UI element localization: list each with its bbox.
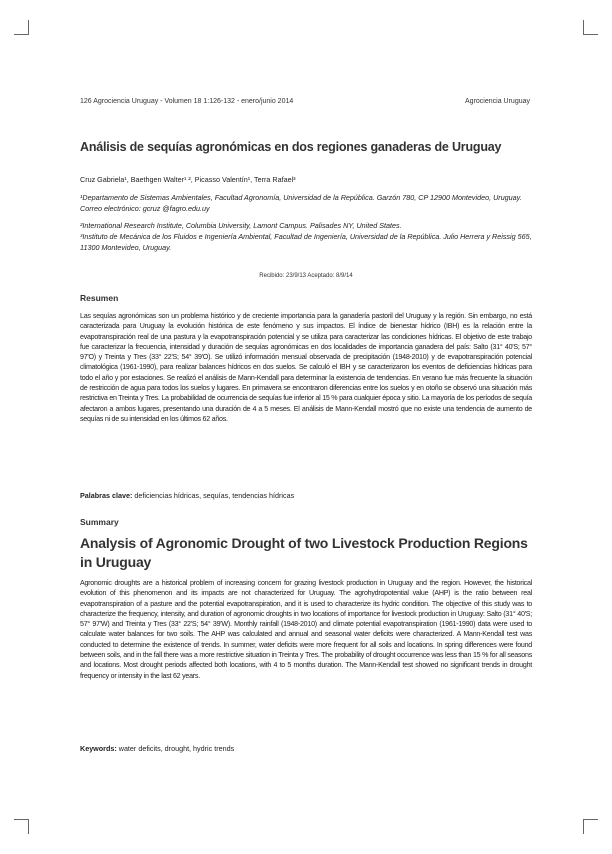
keywords-text: water deficits, drought, hydric trends	[116, 744, 235, 753]
affiliation-2: ²International Research Institute, Columbia University, Lamont Campus. Palisades NY, United States.	[80, 221, 402, 230]
crop-mark-bottom-right	[583, 819, 598, 834]
affiliation-3: ³Instituto de Mecánica de los Fluidos e Ingeniería Ambiental, Facultad de Ingeniería, Universidad de la República. Julio Herrera y Reissig 565, 11300 Montevideo, Uruguay.	[80, 232, 532, 252]
summary-title: Analysis of Agronomic Drought of two Livestock Production Regions in Uruguay	[80, 535, 528, 570]
palabras-clave	[80, 491, 532, 500]
article-title: Análisis de sequías agronómicas en dos regiones ganaderas de Uruguay	[80, 140, 502, 154]
keywords	[80, 744, 532, 753]
crop-mark-bottom-left	[14, 819, 29, 834]
received-dates: Recibido: 23/9/13 Aceptado: 8/9/14	[259, 273, 353, 279]
header-journal-name: Agrociencia Uruguay	[465, 98, 530, 105]
crop-mark-top-right	[583, 20, 598, 35]
header-journal-info: 126 Agrociencia Uruguay - Volumen 18 1:126-132 - enero/junio 2014	[80, 98, 294, 105]
crop-mark-top-left	[14, 20, 29, 35]
palabras-clave-label: Palabras clave:	[80, 491, 133, 500]
resumen-heading: Resumen	[80, 293, 119, 303]
keywords-label: Keywords:	[80, 744, 117, 753]
summary-text: Agronomic droughts are a historical problem of increasing concern for grazing livestock production in Uruguay and the region. However, the historical evolution of this phenomenon and its impacts are not characterized for Uruguay. The agrohydropotential value (AHP) is the ratio between real evapotranspiration of a pasture and the potential evapotranspiration, and it is used to characterize its hydric condition. The objective of this study was to characterize the frequency, intensity, and duration of agronomic droughts in two locations of importance for livestock production in Uruguay: Salto (31° 40'S; 57° 97'W) and Treinta y Tres (33° 22'S; 54° 39'W). Monthly rainfall (1948-2010) and climate potential evapotranspiration (1961-1990) data were used to calculate water balances for two soils. The AHP was calculated and annual and seasonal water deficits were characterized. A Mann-Kendall test was conducted to determine the existence of trends. In summer, water deficits were more frequent for all soils and locations. In spring differences were found between soils, and in the fall there was a more restrictive situation in Treinta y Tres. The probability of drought occurrence was less than 15 % for all seasons and locations. Most drought periods affected both locations, with 4 to 5 months duration. The Mann-Kendall test showed no significant trends in drought frequency or intensity in the last 62 years.	[80, 579, 532, 680]
affiliation-1: ¹Departamento de Sistemas Ambientales, Facultad Agronomía, Universidad de la República. Garzón 780, CP 12900 Montevideo, Uruguay. Correo electrónico: gcruz @fagro.edu.uy	[80, 193, 522, 213]
summary-heading: Summary	[80, 517, 119, 527]
article-authors: Cruz Gabriela¹, Baethgen Walter¹ ², Picasso Valentín¹, Terra Rafael³	[80, 175, 296, 184]
resumen-text: Las sequías agronómicas son un problema histórico y de creciente importancia para la ganadería pastoril del Uruguay y la región. Sin embargo, no está caracterizada para Uruguay la evolución histórica de este fenómeno y sus impactos. El índice de bienestar hídrico (IBH) es la relación entre la evapotranspiración real de una pastura y la evapotranspiración potencial y se utiliza para caracterizar las condiciones hídricas. El objetivo de este trabajo fue caracterizar la frecuencia, intensidad y duración de sequías agronómicas en dos localidades de importancia ganadera del país: Salto (31° 40'S; 57° 97'O) y Treinta y Tres (33° 22'S; 54° 39'O). Se utilizó información mensual observada de precipitación (1948-2010) y de evapotranspiración potencial climatológica (1961-1990), para realizar balances hídricos en dos suelos. Se calculó el IBH y se caracterizaron los eventos de deficiencias hídricas para todo el año y por estaciones. Se realizó el análisis de Mann-Kendall para determinar la existencia de tendencias. En verano fue más frecuente la situación de restricción de agua para todos los suelos y lugares. En primavera se encontraron diferencias entre los suelos y en otoño se observó una situación más restrictiva en Treinta y Tres. La probabilidad de ocurrencia de sequías fue inferior al 15 % para cualquier época y sitio. La mayoría de los períodos de sequía afectaron a ambos lugares, presentando una duración de 4 a 5 meses. El análisis de Mann-Kendall mostró que no existe una tendencia de aumento de sequías ni de su intensidad en los últimos 62 años.	[80, 312, 532, 423]
palabras-clave-text: deficiencias hídricas, sequías, tendencias hídricas	[132, 491, 295, 500]
